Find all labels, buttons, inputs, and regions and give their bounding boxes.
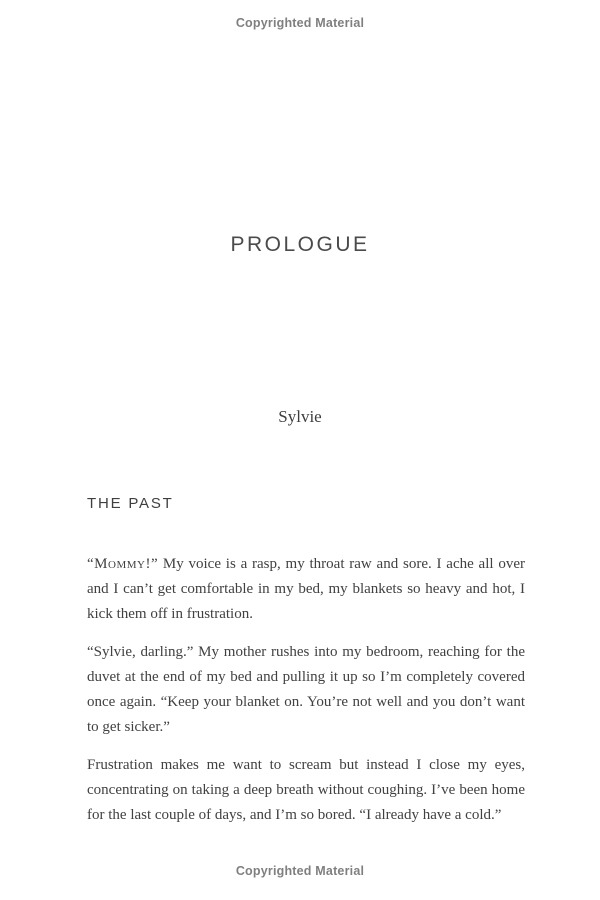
- copyright-notice-bottom: Copyrighted Material: [235, 864, 365, 878]
- paragraph: [87, 552, 525, 627]
- paragraph-text: My voice is a rasp, my throat raw and sore. I ache all over and I can’t get comfortable in my bed, my blankets so heavy and hot, I kick them off in frustration.: [87, 556, 525, 622]
- paragraph: [87, 753, 525, 828]
- paragraph-text: “Sylvie, darling.” My mother rushes into my bedroom, reaching for the duvet at the end of my bed and pulling it up so I’m completely covered once again. “Keep your blanket on. You’re not well and you don’t want to get sicker.”: [87, 644, 525, 735]
- section-heading: THE PAST: [87, 495, 174, 512]
- paragraph-lead-smallcaps: “Mommy!”: [87, 556, 159, 572]
- paragraph-text: Frustration makes me want to scream but instead I close my eyes, concentrating on taking a deep breath without coughing. I’ve been home for the last couple of days, and I’m so bored. “I already have a cold.”: [87, 757, 525, 823]
- chapter-title: PROLOGUE: [230, 233, 370, 256]
- narrator-name: Sylvie: [278, 407, 322, 426]
- copyright-notice-top: Copyrighted Material: [235, 16, 365, 30]
- paragraph: [87, 640, 525, 740]
- body-text: [87, 552, 525, 841]
